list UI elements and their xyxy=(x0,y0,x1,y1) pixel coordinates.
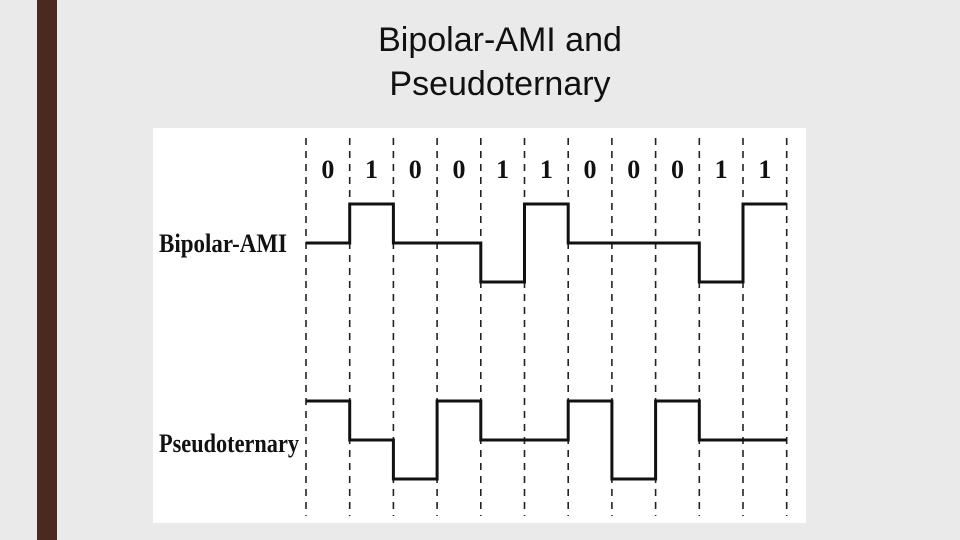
encoding-diagram-svg xyxy=(153,128,806,523)
pseudoternary-label: Pseudoternary xyxy=(159,429,299,458)
title-line-2: Pseudoternary xyxy=(389,65,611,103)
bit-label: 1 xyxy=(496,155,510,184)
accent-side-bar xyxy=(37,0,57,540)
bipolar-ami-label: Bipolar-AMI xyxy=(159,229,287,258)
slide-title xyxy=(300,18,700,106)
bipolar-ami-waveform xyxy=(306,204,787,282)
bit-label: 0 xyxy=(670,155,684,184)
bit-label: 0 xyxy=(452,155,466,184)
bit-label: 0 xyxy=(583,155,597,184)
bit-label: 0 xyxy=(627,155,641,184)
bit-label: 1 xyxy=(714,155,728,184)
bit-label: 0 xyxy=(321,155,335,184)
bit-label: 1 xyxy=(365,155,379,184)
bit-label: 1 xyxy=(539,155,553,184)
bit-label: 0 xyxy=(408,155,422,184)
encoding-diagram xyxy=(153,128,806,523)
bit-label: 1 xyxy=(758,155,772,184)
pseudoternary-waveform xyxy=(306,401,787,479)
title-line-1: Bipolar-AMI and xyxy=(378,21,622,59)
